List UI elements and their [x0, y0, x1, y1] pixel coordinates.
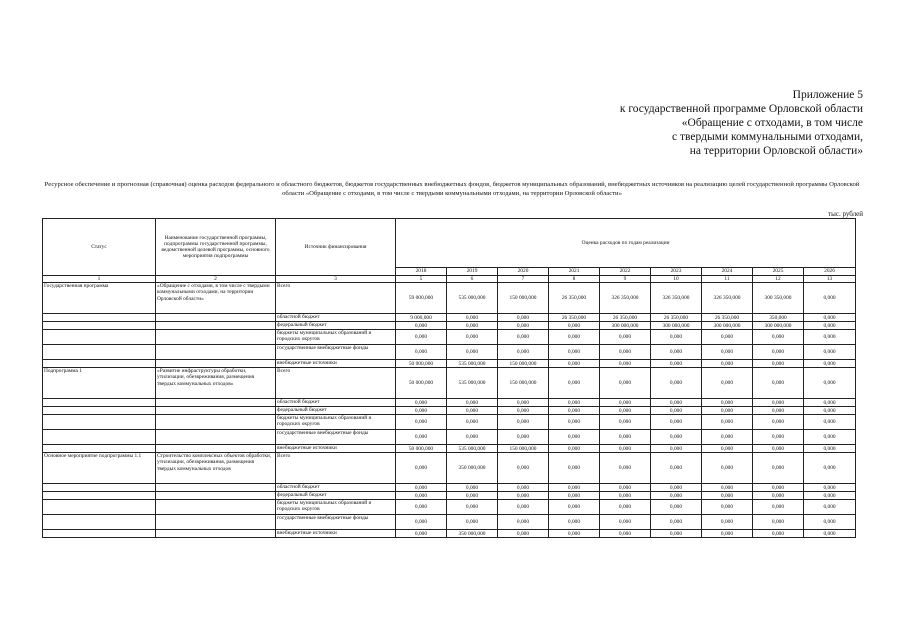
value-cell: 0,000	[498, 515, 549, 530]
value-cell: 0,000	[600, 492, 651, 500]
appendix-header	[543, 88, 863, 158]
value-cell: 0,000	[651, 530, 702, 538]
table-row	[43, 515, 856, 530]
table-row	[43, 330, 856, 345]
table-row	[43, 415, 856, 430]
value-cell: 0,000	[498, 415, 549, 430]
year-header: 2021	[549, 268, 600, 276]
row-source: бюджеты муниципальных образований и городских округов	[276, 415, 396, 430]
value-cell: 350 000,000	[447, 453, 498, 484]
row-name-empty	[156, 360, 276, 368]
value-cell: 0,000	[600, 407, 651, 415]
value-cell: 0,000	[702, 360, 753, 368]
column-number: 5	[396, 276, 447, 283]
table-row	[43, 445, 856, 453]
value-cell: 0,000	[651, 515, 702, 530]
row-source: федеральный бюджет	[276, 322, 396, 330]
value-cell: 0,000	[498, 314, 549, 322]
value-cell: 0,000	[498, 453, 549, 484]
value-cell: 0,000	[447, 484, 498, 492]
value-cell: 0,000	[753, 345, 804, 360]
appendix-line: «Обращение с отходами, в том числе	[681, 117, 863, 129]
value-cell: 0,000	[804, 430, 856, 445]
row-source: Всего	[276, 368, 396, 399]
value-cell: 0,000	[447, 430, 498, 445]
value-cell: 535 000,000	[447, 283, 498, 314]
table-row	[43, 322, 856, 330]
row-name-empty	[156, 415, 276, 430]
table-row	[43, 368, 856, 399]
value-cell: 0,000	[549, 345, 600, 360]
value-cell: 0,000	[651, 360, 702, 368]
value-cell: 350 000,000	[447, 530, 498, 538]
value-cell: 300 000,000	[651, 322, 702, 330]
row-status-empty	[43, 407, 156, 415]
value-cell: 0,000	[702, 430, 753, 445]
table-row	[43, 314, 856, 322]
value-cell: 0,000	[651, 430, 702, 445]
year-header: 2024	[702, 268, 753, 276]
value-cell: 0,000	[498, 345, 549, 360]
value-cell: 0,000	[600, 484, 651, 492]
row-source: Всего	[276, 283, 396, 314]
value-cell: 326 350,000	[702, 283, 753, 314]
row-source: внебюджетные источники	[276, 445, 396, 453]
table-body	[43, 283, 856, 538]
value-cell: 50 000,000	[396, 360, 447, 368]
row-status-empty	[43, 330, 156, 345]
row-name-empty	[156, 530, 276, 538]
row-name-empty	[156, 430, 276, 445]
table-row	[43, 530, 856, 538]
column-number: 12	[753, 276, 804, 283]
value-cell: 0,000	[702, 500, 753, 515]
column-number: 2	[156, 276, 276, 283]
value-cell: 0,000	[804, 453, 856, 484]
year-header: 2019	[447, 268, 498, 276]
row-status-empty	[43, 360, 156, 368]
value-cell: 0,000	[600, 430, 651, 445]
row-status-empty	[43, 492, 156, 500]
value-cell: 0,000	[549, 330, 600, 345]
row-source: государственные внебюджетные фонды	[276, 345, 396, 360]
value-cell: 535 000,000	[447, 368, 498, 399]
value-cell: 0,000	[702, 530, 753, 538]
value-cell: 26 350,000	[549, 314, 600, 322]
row-status-empty	[43, 314, 156, 322]
value-cell: 535 000,000	[447, 360, 498, 368]
appendix-line: к государственной программе Орловской области	[619, 103, 863, 115]
value-cell: 0,000	[600, 415, 651, 430]
value-cell: 0,000	[549, 430, 600, 445]
value-cell: 26 350,000	[651, 314, 702, 322]
value-cell: 0,000	[447, 345, 498, 360]
value-cell: 0,000	[804, 368, 856, 399]
row-name-empty	[156, 407, 276, 415]
column-number: 10	[651, 276, 702, 283]
value-cell: 26 350,000	[600, 314, 651, 322]
value-cell: 0,000	[753, 500, 804, 515]
value-cell: 0,000	[447, 415, 498, 430]
value-cell: 0,000	[396, 500, 447, 515]
value-cell: 0,000	[447, 407, 498, 415]
header-status: Статус	[43, 219, 156, 276]
year-header: 2020	[498, 268, 549, 276]
value-cell: 0,000	[396, 330, 447, 345]
value-cell: 0,000	[753, 330, 804, 345]
value-cell: 0,000	[498, 492, 549, 500]
value-cell: 0,000	[804, 407, 856, 415]
value-cell: 0,000	[498, 322, 549, 330]
row-name-empty	[156, 500, 276, 515]
value-cell: 0,000	[753, 492, 804, 500]
value-cell: 0,000	[498, 430, 549, 445]
value-cell: 0,000	[651, 445, 702, 453]
column-number: 11	[702, 276, 753, 283]
value-cell: 59 000,000	[396, 283, 447, 314]
table-row	[43, 283, 856, 314]
value-cell: 0,000	[651, 368, 702, 399]
value-cell: 0,000	[804, 322, 856, 330]
value-cell: 0,000	[498, 407, 549, 415]
value-cell: 0,000	[702, 445, 753, 453]
row-source: областной бюджет	[276, 314, 396, 322]
value-cell: 0,000	[447, 492, 498, 500]
value-cell: 0,000	[702, 330, 753, 345]
value-cell: 0,000	[753, 530, 804, 538]
column-number: 6	[447, 276, 498, 283]
value-cell: 0,000	[396, 430, 447, 445]
value-cell: 26 350,000	[549, 283, 600, 314]
row-name-empty	[156, 314, 276, 322]
funding-table	[42, 218, 856, 538]
value-cell: 0,000	[396, 453, 447, 484]
value-cell: 0,000	[498, 330, 549, 345]
row-source: государственные внебюджетные фонды	[276, 515, 396, 530]
value-cell: 0,000	[447, 330, 498, 345]
value-cell: 150 000,000	[498, 360, 549, 368]
appendix-line: с твердыми коммунальными отходами,	[672, 131, 863, 143]
value-cell: 0,000	[804, 484, 856, 492]
value-cell: 50 000,000	[396, 368, 447, 399]
header-name: Наименование государственной программы, подпрограммы государственной программы, ведомственной целевой программы, основного мероприятия подпрограммы	[156, 219, 276, 276]
value-cell: 0,000	[600, 360, 651, 368]
row-name-empty	[156, 445, 276, 453]
value-cell: 0,000	[804, 360, 856, 368]
value-cell: 0,000	[396, 415, 447, 430]
value-cell: 0,000	[651, 330, 702, 345]
year-header: 2018	[396, 268, 447, 276]
value-cell: 0,000	[753, 445, 804, 453]
value-cell: 0,000	[396, 492, 447, 500]
year-header: 2022	[600, 268, 651, 276]
value-cell: 300 000,000	[702, 322, 753, 330]
value-cell: 0,000	[549, 322, 600, 330]
column-number: 13	[804, 276, 856, 283]
row-status-empty	[43, 415, 156, 430]
value-cell: 0,000	[549, 415, 600, 430]
row-name-empty	[156, 484, 276, 492]
row-name-empty	[156, 492, 276, 500]
value-cell: 0,000	[498, 530, 549, 538]
value-cell: 0,000	[549, 484, 600, 492]
column-number: 9	[600, 276, 651, 283]
row-status: Государственная программа	[43, 283, 156, 314]
value-cell: 0,000	[804, 345, 856, 360]
value-cell: 0,000	[753, 368, 804, 399]
value-cell: 0,000	[651, 345, 702, 360]
value-cell: 326 350,000	[600, 283, 651, 314]
table-row	[43, 360, 856, 368]
value-cell: 0,000	[702, 407, 753, 415]
header-estimate: Оценка расходов по годам реализации	[396, 219, 856, 268]
value-cell: 0,000	[549, 399, 600, 407]
row-source: областной бюджет	[276, 484, 396, 492]
value-cell: 0,000	[702, 368, 753, 399]
row-source: федеральный бюджет	[276, 492, 396, 500]
value-cell: 0,000	[396, 515, 447, 530]
row-status: Подпрограмма 1	[43, 368, 156, 399]
value-cell: 0,000	[651, 415, 702, 430]
value-cell: 0,000	[447, 322, 498, 330]
value-cell: 9 000,000	[396, 314, 447, 322]
appendix-line: Приложение 5	[792, 89, 863, 101]
value-cell: 0,000	[498, 484, 549, 492]
value-cell: 0,000	[396, 399, 447, 407]
value-cell: 326 350,000	[651, 283, 702, 314]
value-cell: 0,000	[702, 492, 753, 500]
value-cell: 0,000	[549, 360, 600, 368]
value-cell: 0,000	[702, 415, 753, 430]
value-cell: 0,000	[600, 345, 651, 360]
value-cell: 0,000	[753, 399, 804, 407]
value-cell: 0,000	[804, 399, 856, 407]
column-number: 1	[43, 276, 156, 283]
value-cell: 0,000	[651, 453, 702, 484]
value-cell: 0,000	[651, 407, 702, 415]
value-cell: 150 000,000	[498, 445, 549, 453]
value-cell: 0,000	[600, 399, 651, 407]
value-cell: 0,000	[447, 500, 498, 515]
table-row	[43, 345, 856, 360]
value-cell: 0,000	[549, 530, 600, 538]
value-cell: 0,000	[549, 453, 600, 484]
table-row	[43, 399, 856, 407]
row-status-empty	[43, 430, 156, 445]
value-cell: 0,000	[447, 515, 498, 530]
document-description: Ресурсное обеспечение и прогнозная (справочная) оценка расходов федерального и областного бюджетов, бюджетов государственных внебюджетных фондов, бюджетов муниципальных образований, внебюджетных источников на реализацию целей государственной программы Орловской области «Обращение с отходами, в том числе с твердыми коммунальными отходами, на территории Орловской области»	[44, 181, 860, 197]
value-cell: 0,000	[600, 330, 651, 345]
value-cell: 150 000,000	[498, 368, 549, 399]
table-row	[43, 492, 856, 500]
value-cell: 0,000	[753, 415, 804, 430]
value-cell: 0,000	[804, 492, 856, 500]
row-status-empty	[43, 399, 156, 407]
row-status-empty	[43, 445, 156, 453]
value-cell: 0,000	[600, 530, 651, 538]
table-row	[43, 430, 856, 445]
value-cell: 0,000	[804, 500, 856, 515]
value-cell: 0,000	[753, 484, 804, 492]
year-header: 2023	[651, 268, 702, 276]
value-cell: 0,000	[396, 345, 447, 360]
value-cell: 0,000	[396, 322, 447, 330]
row-source: областной бюджет	[276, 399, 396, 407]
value-cell: 0,000	[549, 492, 600, 500]
value-cell: 0,000	[804, 445, 856, 453]
row-name-empty	[156, 399, 276, 407]
row-name-empty	[156, 345, 276, 360]
value-cell: 0,000	[702, 345, 753, 360]
row-name-empty	[156, 515, 276, 530]
value-cell: 150 000,000	[498, 283, 549, 314]
row-name: «Развитие инфраструктуры обработки, утилизации, обезвреживания, размещения твердых коммунальных отходов»	[156, 368, 276, 399]
row-status: Основное мероприятие подпрограммы 1.1	[43, 453, 156, 484]
value-cell: 0,000	[753, 430, 804, 445]
value-cell: 0,000	[804, 330, 856, 345]
year-header: 2026	[804, 268, 856, 276]
units-label: тыс. рублей	[828, 210, 863, 218]
year-header: 2025	[753, 268, 804, 276]
row-name-empty	[156, 322, 276, 330]
column-numbers-row	[43, 276, 856, 283]
row-source: бюджеты муниципальных образований и городских округов	[276, 330, 396, 345]
appendix-line: на территории Орловской области»	[689, 145, 863, 157]
value-cell: 0,000	[702, 399, 753, 407]
value-cell: 0,000	[549, 445, 600, 453]
value-cell: 0,000	[447, 399, 498, 407]
value-cell: 0,000	[447, 314, 498, 322]
value-cell: 0,000	[600, 445, 651, 453]
table-row	[43, 453, 856, 484]
row-name: «Обращение с отходами, в том числе с твердыми коммунальными отходами, на территории Орловской области»	[156, 283, 276, 314]
value-cell: 0,000	[753, 453, 804, 484]
column-number: 3	[276, 276, 396, 283]
table-row	[43, 484, 856, 492]
row-source: внебюджетные источники	[276, 530, 396, 538]
row-source: внебюджетные источники	[276, 360, 396, 368]
row-source: Всего	[276, 453, 396, 484]
row-name: Строительство комплексных объектов обработки, утилизации, обезвреживания, размещения твердых коммунальных отходов	[156, 453, 276, 484]
column-number: 8	[549, 276, 600, 283]
value-cell: 0,000	[651, 492, 702, 500]
value-cell: 0,000	[804, 415, 856, 430]
row-status-empty	[43, 515, 156, 530]
value-cell: 0,000	[396, 530, 447, 538]
value-cell: 0,000	[651, 500, 702, 515]
value-cell: 350,000	[753, 314, 804, 322]
value-cell: 0,000	[600, 368, 651, 399]
value-cell: 0,000	[702, 453, 753, 484]
table-row	[43, 500, 856, 515]
value-cell: 0,000	[396, 407, 447, 415]
value-cell: 0,000	[804, 314, 856, 322]
value-cell: 0,000	[396, 484, 447, 492]
row-source: государственные внебюджетные фонды	[276, 430, 396, 445]
value-cell: 0,000	[549, 500, 600, 515]
value-cell: 0,000	[702, 515, 753, 530]
value-cell: 0,000	[600, 500, 651, 515]
value-cell: 300 000,000	[600, 322, 651, 330]
column-number: 7	[498, 276, 549, 283]
row-source: федеральный бюджет	[276, 407, 396, 415]
value-cell: 0,000	[498, 500, 549, 515]
value-cell: 535 000,000	[447, 445, 498, 453]
header-source: Источник финансирования	[276, 219, 396, 276]
value-cell: 0,000	[498, 399, 549, 407]
value-cell: 0,000	[651, 484, 702, 492]
value-cell: 0,000	[600, 515, 651, 530]
row-source: бюджеты муниципальных образований и городских округов	[276, 500, 396, 515]
value-cell: 0,000	[804, 283, 856, 314]
value-cell: 300 350,000	[753, 283, 804, 314]
row-status-empty	[43, 345, 156, 360]
value-cell: 0,000	[804, 515, 856, 530]
row-name-empty	[156, 330, 276, 345]
value-cell: 0,000	[753, 360, 804, 368]
value-cell: 26 350,000	[702, 314, 753, 322]
table-row	[43, 407, 856, 415]
row-status-empty	[43, 500, 156, 515]
value-cell: 300 000,000	[753, 322, 804, 330]
row-status-empty	[43, 484, 156, 492]
value-cell: 0,000	[549, 407, 600, 415]
value-cell: 0,000	[651, 399, 702, 407]
value-cell: 0,000	[804, 530, 856, 538]
value-cell: 0,000	[549, 515, 600, 530]
value-cell: 0,000	[600, 453, 651, 484]
value-cell: 50 000,000	[396, 445, 447, 453]
value-cell: 0,000	[753, 407, 804, 415]
value-cell: 0,000	[549, 368, 600, 399]
value-cell: 0,000	[753, 515, 804, 530]
value-cell: 0,000	[702, 484, 753, 492]
row-status-empty	[43, 322, 156, 330]
row-status-empty	[43, 530, 156, 538]
